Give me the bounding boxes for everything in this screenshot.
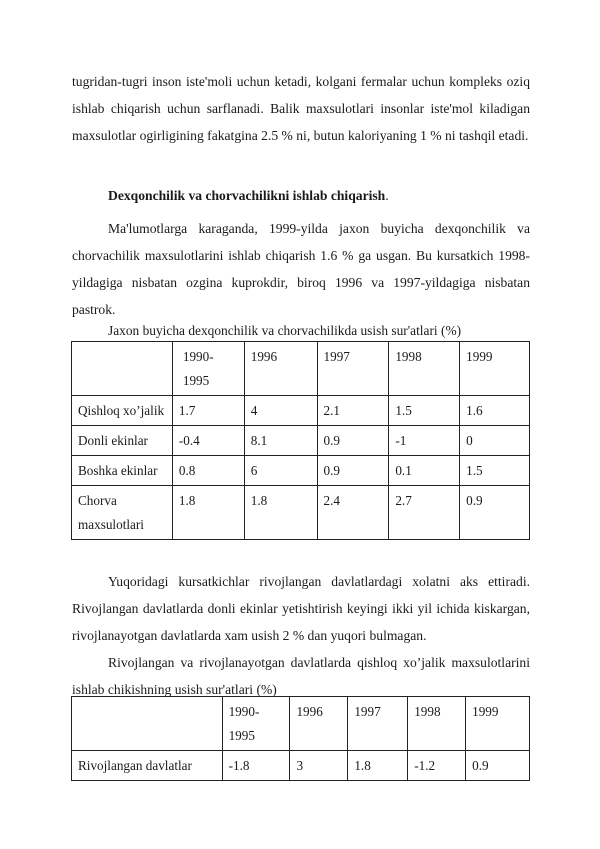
table-row [72,456,530,486]
table-cell: 1.8 [348,751,408,781]
table2-caption: Rivojlangan va rivojlanayotgan davlatlarda qishloq xo’jalik maxsulotlarini ishlab chikishning usish sur'atlari (%) [72,655,530,697]
table-cell: 4 [244,396,317,426]
table-cell: 2.7 [389,486,460,540]
table-cell: 3 [290,751,348,781]
table1-caption: Jaxon buyicha dexqonchilik va chorvachilikda usish sur'atlari (%) [108,323,462,338]
row-label: Chorva maxsulotlari [72,486,173,540]
table-cell: 1.8 [244,486,317,540]
table-row [72,486,530,540]
table-cell: 1.8 [172,486,244,540]
paragraph-developed-countries: Yuqoridagi kursatkichlar rivojlangan davlatlardagi xolatni aks ettiradi. Rivojlangan davlatlarda donli ekinlar yetishtirish keyingi ikki yil ichida kiskargan, rivojlanayotgan davlatlarda xam usish 2 % dan yuqori bulmagan. [72,574,530,643]
table-cell: 0.9 [460,486,530,540]
table-cell: 1.7 [172,396,244,426]
table-header-cell: 1997 [348,697,408,751]
table-cell: -1 [389,426,460,456]
row-label: Qishloq xo’jalik [72,396,173,426]
table-header-row [72,342,530,396]
table-cell: 8.1 [244,426,317,456]
table-cell: 0.9 [466,751,530,781]
table-cell: 1.5 [460,456,530,486]
row-label: Boshka ekinlar [72,456,173,486]
table-row [72,426,530,456]
table-cell: 2.1 [317,396,389,426]
table-header-cell [72,697,223,751]
table-header-cell: 1999 [460,342,530,396]
table-header-cell: 1997 [317,342,389,396]
row-label: Rivojlangan davlatlar [72,751,223,781]
table-header-cell: 1990-1995 [172,342,244,396]
table-cell: -1.8 [222,751,290,781]
row-label: Donli ekinlar [72,426,173,456]
table-header-cell: 1990-1995 [222,697,290,751]
table-cell: 0.8 [172,456,244,486]
growth-table-world [71,341,530,540]
section-heading [108,188,389,204]
table-cell: -0.4 [172,426,244,456]
table-cell: 0.9 [317,426,389,456]
table-row [72,396,530,426]
table-header-cell [72,342,173,396]
table-cell: 0.1 [389,456,460,486]
table-cell: -1.2 [408,751,466,781]
section-heading-punct: . [385,188,389,203]
table-cell: 1.5 [389,396,460,426]
table-header-cell: 1996 [290,697,348,751]
paragraph-fishery: tugridan-tugri inson iste'moli uchun ketadi, kolgani fermalar uchun kompleks oziq ishlab chiqarish uchun sarflanadi. Balik maxsulotlari insonlar iste'mol kiladigan maxsulotlar ogirligining fakatgina 2.5 % ni, butun kaloriyaning 1 % ni tashqil etadi. [72,74,530,143]
section-heading-text: Dexqonchilik va chorvachilikni ishlab chiqarish [108,188,386,203]
table-cell: 2.4 [317,486,389,540]
table-cell: 6 [244,456,317,486]
table-header-cell: 1999 [466,697,530,751]
table-header-cell: 1996 [244,342,317,396]
table-header-cell: 1998 [408,697,466,751]
table-header-row [72,697,530,751]
growth-table-developed [71,696,530,781]
table-row [72,751,530,781]
paragraph-growth-1999: Ma'lumotlarga karaganda, 1999-yilda jaxon buyicha dexqonchilik va chorvachilik maxsulotlarini ishlab chiqarish 1.6 % ga usgan. Bu kursatkich 1998-yildagiga nisbatan ozgina kuprokdir, biroq 1996 va 1997-yildagiga nisbatan pastrok. [72,221,530,317]
table-cell: 0.9 [317,456,389,486]
table-header-cell: 1998 [389,342,460,396]
table-cell: 0 [460,426,530,456]
table-cell: 1.6 [460,396,530,426]
